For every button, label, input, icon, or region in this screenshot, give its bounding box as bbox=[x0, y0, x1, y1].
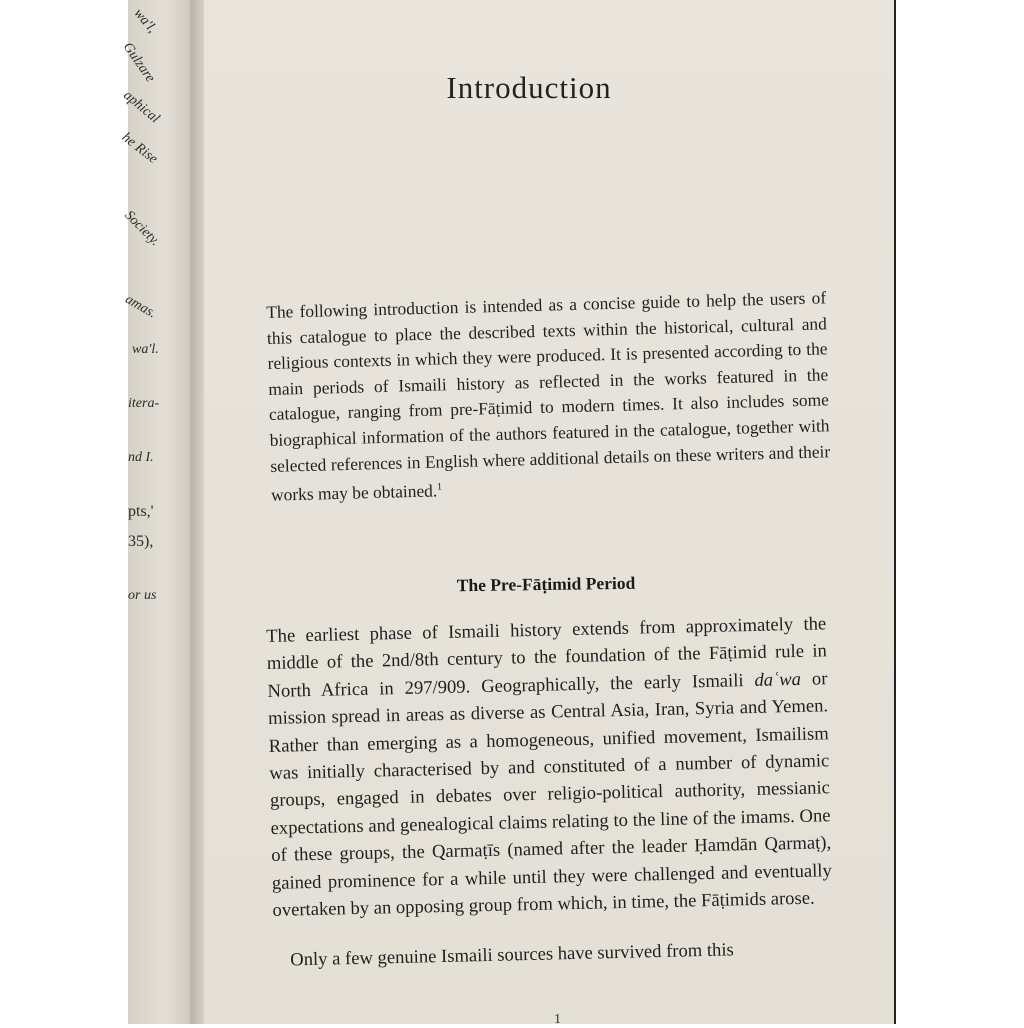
left-fragment: nd I. bbox=[128, 450, 154, 465]
left-fragment: amas. bbox=[122, 292, 159, 322]
left-fragment: Society. bbox=[121, 208, 163, 250]
left-fragment: he Rise bbox=[118, 130, 161, 167]
left-fragment: Gulzare bbox=[119, 40, 158, 86]
left-fragment: 35), bbox=[128, 533, 154, 550]
left-fragment: itera- bbox=[128, 396, 160, 411]
intro-paragraph-text: The following introduction is intended as a concise guide to help the users of this catalogue to place the described texts within the historical, cultural and religious contexts in which they were produced. It is presented according to the main periods of Ismaili history as reflected in the works featured in the catalogue, ranging from pre-Fāṭimid to modern times. It also includes some biographical information of the authors featured in the catalogue, together with selected references in English where additional details on these writers and their works may be obtained. bbox=[266, 287, 831, 505]
intro-paragraph bbox=[266, 285, 831, 508]
left-fragment: wa'l. bbox=[132, 342, 159, 357]
next-paragraph: Only a few genuine Ismaili sources have survived from this bbox=[290, 939, 734, 971]
left-page-edge bbox=[118, 0, 190, 1024]
footnote-marker: 1 bbox=[436, 481, 443, 493]
section-paragraph-text-1: The earliest phase of Ismaili history extends from approximately the middle of the 2nd/8th century to the foundation of the Fāṭimid rule in North Africa in 297/909. Geographically, the early Ismaili bbox=[266, 613, 828, 702]
page-number: 1 bbox=[554, 1012, 561, 1027]
left-fragment: wa'l, bbox=[130, 6, 160, 37]
section-paragraph bbox=[266, 610, 833, 924]
book-gutter bbox=[190, 0, 204, 1024]
section-heading: The Pre-Fāṭimid Period bbox=[456, 572, 636, 596]
section-paragraph-text-2: or mission spread in areas as diverse as Central Asia, Iran, Syria and Yemen. Rather than emerging as a homogeneous, unified movement, Ismailism was initially characterised by and constituted of a number of dynamic groups, engaged in debates over religio-political authority, messianic expectations and genealogical claims relating to the line of the imams. One of these groups, the Qarmaṭīs (named after the leader Ḥamdān Qarmaṭ), gained prominence for a while until they were challenged and eventually overtaken by an opposing group from which, in time, the Fāṭimids arose. bbox=[267, 668, 832, 921]
left-fragment: pts,' bbox=[128, 503, 154, 520]
page-edge-shadow bbox=[894, 0, 896, 1024]
page-title: Introduction bbox=[446, 70, 612, 105]
dawa-term: daʿwa bbox=[754, 668, 802, 691]
book-page bbox=[204, 0, 894, 1027]
left-fragment: aphical bbox=[120, 88, 163, 127]
left-fragment: or us bbox=[128, 588, 157, 603]
